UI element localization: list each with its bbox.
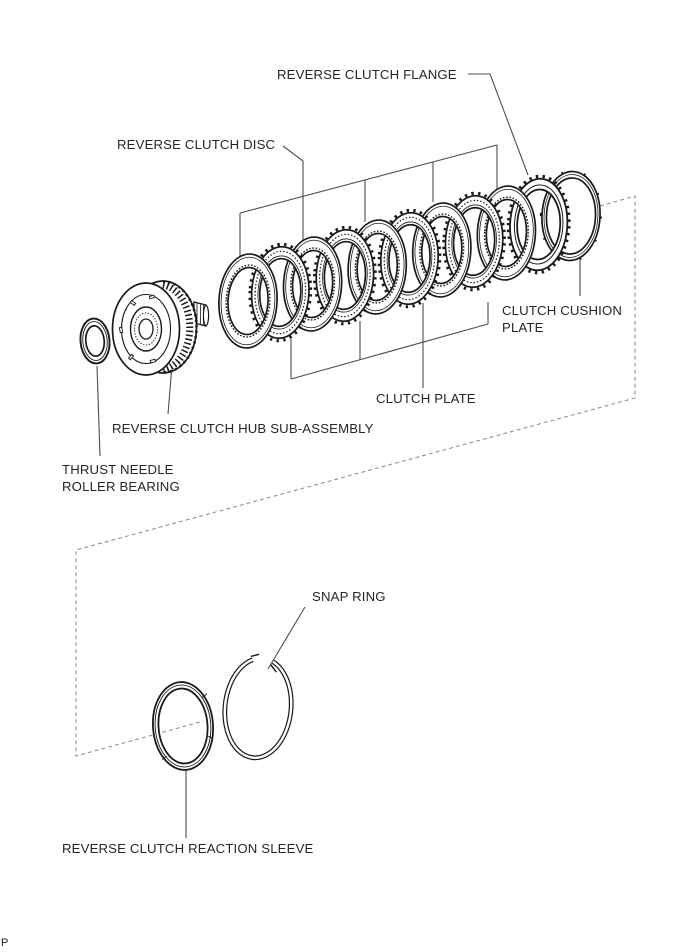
snap-ring-part	[220, 651, 296, 761]
disc-bracket	[240, 145, 497, 258]
label-reverse-clutch-reaction-sleeve: REVERSE CLUTCH REACTION SLEEVE	[62, 841, 314, 856]
thrust-needle-roller-bearing	[79, 317, 112, 364]
label-clutch-cushion-plate	[502, 303, 622, 336]
flange-leader-line	[468, 74, 528, 175]
label-thrust-line1: THRUST NEEDLE	[62, 462, 174, 477]
disc-leader-line	[283, 146, 303, 242]
label-snap-ring: SNAP RING	[312, 589, 386, 604]
label-reverse-clutch-flange: REVERSE CLUTCH FLANGE	[277, 67, 457, 82]
snap-ring-leader-line	[268, 607, 305, 669]
page-marker: P	[1, 937, 9, 949]
label-clutch-plate: CLUTCH PLATE	[376, 391, 476, 406]
label-thrust-line2: ROLLER BEARING	[62, 478, 180, 494]
label-reverse-clutch-disc: REVERSE CLUTCH DISC	[117, 137, 276, 152]
label-clutch-cushion-plate-line1: CLUTCH CUSHION	[502, 303, 623, 318]
thrust-leader-line	[97, 366, 100, 456]
label-clutch-cushion-plate-line2: PLATE	[502, 319, 544, 335]
label-thrust-needle-roller-bearing	[62, 462, 180, 495]
label-reverse-clutch-hub: REVERSE CLUTCH HUB SUB-ASSEMBLY	[112, 421, 374, 436]
reverse-clutch-reaction-sleeve-part	[150, 680, 216, 772]
reverse-clutch-hub-drum	[113, 281, 209, 375]
